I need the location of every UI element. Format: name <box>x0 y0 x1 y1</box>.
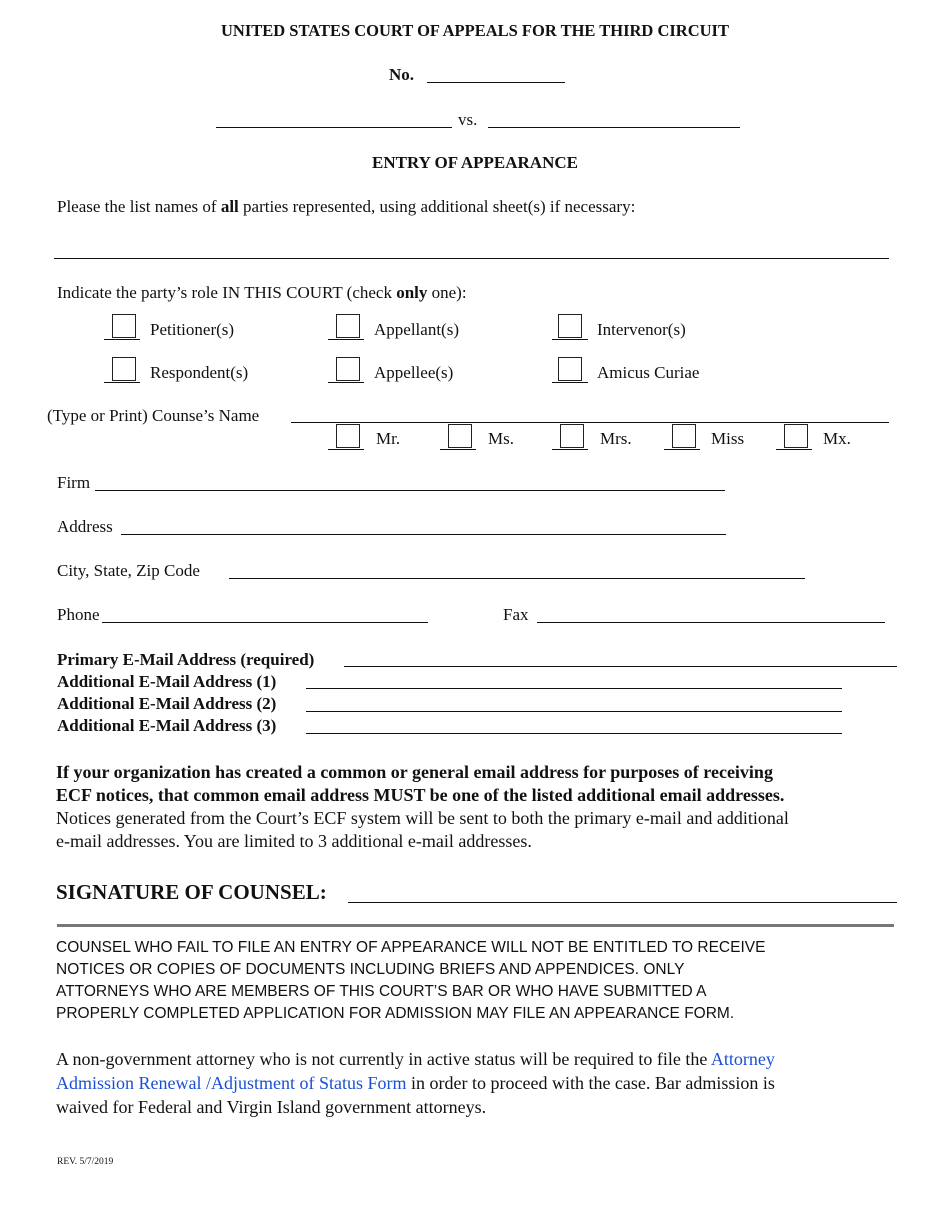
role-instruction: Indicate the party’s role IN THIS COURT (check only one): <box>57 283 467 302</box>
parties-field[interactable] <box>54 258 889 259</box>
status-note-text-2: in order to proceed with the case. Bar admission is <box>406 1073 775 1093</box>
ms-label: Ms. <box>488 429 514 448</box>
amicus-label: Amicus Curiae <box>597 363 700 382</box>
form-title: ENTRY OF APPEARANCE <box>372 153 578 172</box>
firm-field[interactable] <box>95 490 725 491</box>
city-state-zip-field[interactable] <box>229 578 805 579</box>
appellant-label: Appellant(s) <box>374 320 459 339</box>
appellant-checkbox[interactable] <box>336 314 360 338</box>
fax-label: Fax <box>503 605 529 624</box>
miss-checkbox[interactable] <box>672 424 696 448</box>
case-number-field[interactable] <box>427 82 565 83</box>
warning-line-3: ATTORNEYS WHO ARE MEMBERS OF THIS COURT’S BAR OR WHO HAVE SUBMITTED A <box>56 983 707 1000</box>
warning-line-2: NOTICES OR COPIES OF DOCUMENTS INCLUDING BRIEFS AND APPENDICES. ONLY <box>56 961 685 978</box>
primary-email-label: Primary E-Mail Address (required) <box>57 650 315 669</box>
signature-field[interactable] <box>348 902 897 903</box>
counsel-name-label: (Type or Print) Counse’s Name <box>47 406 260 425</box>
city-state-zip-label: City, State, Zip Code <box>57 561 200 580</box>
mrs-checkbox[interactable] <box>560 424 584 448</box>
amicus-checkbox[interactable] <box>558 357 582 381</box>
ms-checkbox[interactable] <box>448 424 472 448</box>
respondent-label: Respondent(s) <box>150 363 249 382</box>
status-note-text: A non-government attorney who is not currently in active status will be required to file the <box>56 1049 711 1069</box>
party-two-field[interactable] <box>488 127 740 128</box>
ecf-notice-text-1: Notices generated from the Court’s ECF system will be sent to both the primary e-mail and additional <box>56 808 789 828</box>
status-note-text-3: waived for Federal and Virgin Island government attorneys. <box>56 1097 487 1117</box>
appellee-checkbox[interactable] <box>336 357 360 381</box>
warning-line-1: COUNSEL WHO FAIL TO FILE AN ENTRY OF APPEARANCE WILL NOT BE ENTITLED TO RECEIVE <box>56 939 766 956</box>
court-title: UNITED STATES COURT OF APPEALS FOR THE THIRD CIRCUIT <box>221 21 729 40</box>
intervenor-checkbox[interactable] <box>558 314 582 338</box>
fax-field[interactable] <box>537 622 885 623</box>
revision-date: REV. 5/7/2019 <box>57 1157 114 1167</box>
mr-checkbox[interactable] <box>336 424 360 448</box>
divider <box>57 924 894 927</box>
mr-label: Mr. <box>376 429 401 448</box>
signature-label: SIGNATURE OF COUNSEL: <box>56 880 327 904</box>
mx-label: Mx. <box>823 429 851 448</box>
parties-instruction: Please the list names of all parties represented, using additional sheet(s) if necessary: <box>57 197 636 216</box>
additional-email-3-label: Additional E-Mail Address (3) <box>57 716 277 735</box>
respondent-checkbox[interactable] <box>112 357 136 381</box>
petitioner-checkbox[interactable] <box>112 314 136 338</box>
address-field[interactable] <box>121 534 726 535</box>
mrs-label: Mrs. <box>600 429 632 448</box>
attorney-admission-link-cont[interactable]: Admission Renewal /Adjustment of Status Form <box>56 1073 407 1093</box>
ecf-notice-text-2: e-mail addresses. You are limited to 3 additional e-mail addresses. <box>56 831 532 851</box>
additional-email-1-field[interactable] <box>306 688 842 689</box>
additional-email-2-label: Additional E-Mail Address (2) <box>57 694 277 713</box>
phone-label: Phone <box>57 605 100 624</box>
firm-label: Firm <box>57 473 91 492</box>
attorney-admission-link[interactable]: Attorney <box>710 1049 775 1069</box>
warning-line-4: PROPERLY COMPLETED APPLICATION FOR ADMISSION MAY FILE AN APPEARANCE FORM. <box>56 1005 735 1022</box>
additional-email-2-field[interactable] <box>306 711 842 712</box>
miss-label: Miss <box>711 429 745 448</box>
additional-email-3-field[interactable] <box>306 733 842 734</box>
address-label: Address <box>57 517 113 536</box>
petitioner-label: Petitioner(s) <box>150 320 235 339</box>
appellee-label: Appellee(s) <box>374 363 454 382</box>
additional-email-1-label: Additional E-Mail Address (1) <box>57 672 277 691</box>
case-number-label: No. <box>389 65 415 84</box>
phone-field[interactable] <box>102 622 428 623</box>
ecf-notice-bold-2: ECF notices, that common email address MUST be one of the listed additional email addresses. <box>56 785 785 805</box>
party-one-field[interactable] <box>216 127 452 128</box>
ecf-notice-bold-1: If your organization has created a common or general email address for purposes of receiving <box>56 762 773 782</box>
mx-checkbox[interactable] <box>784 424 808 448</box>
counsel-name-field[interactable] <box>291 422 889 423</box>
versus-label: vs. <box>458 110 478 129</box>
intervenor-label: Intervenor(s) <box>597 320 686 339</box>
primary-email-field[interactable] <box>344 666 897 667</box>
